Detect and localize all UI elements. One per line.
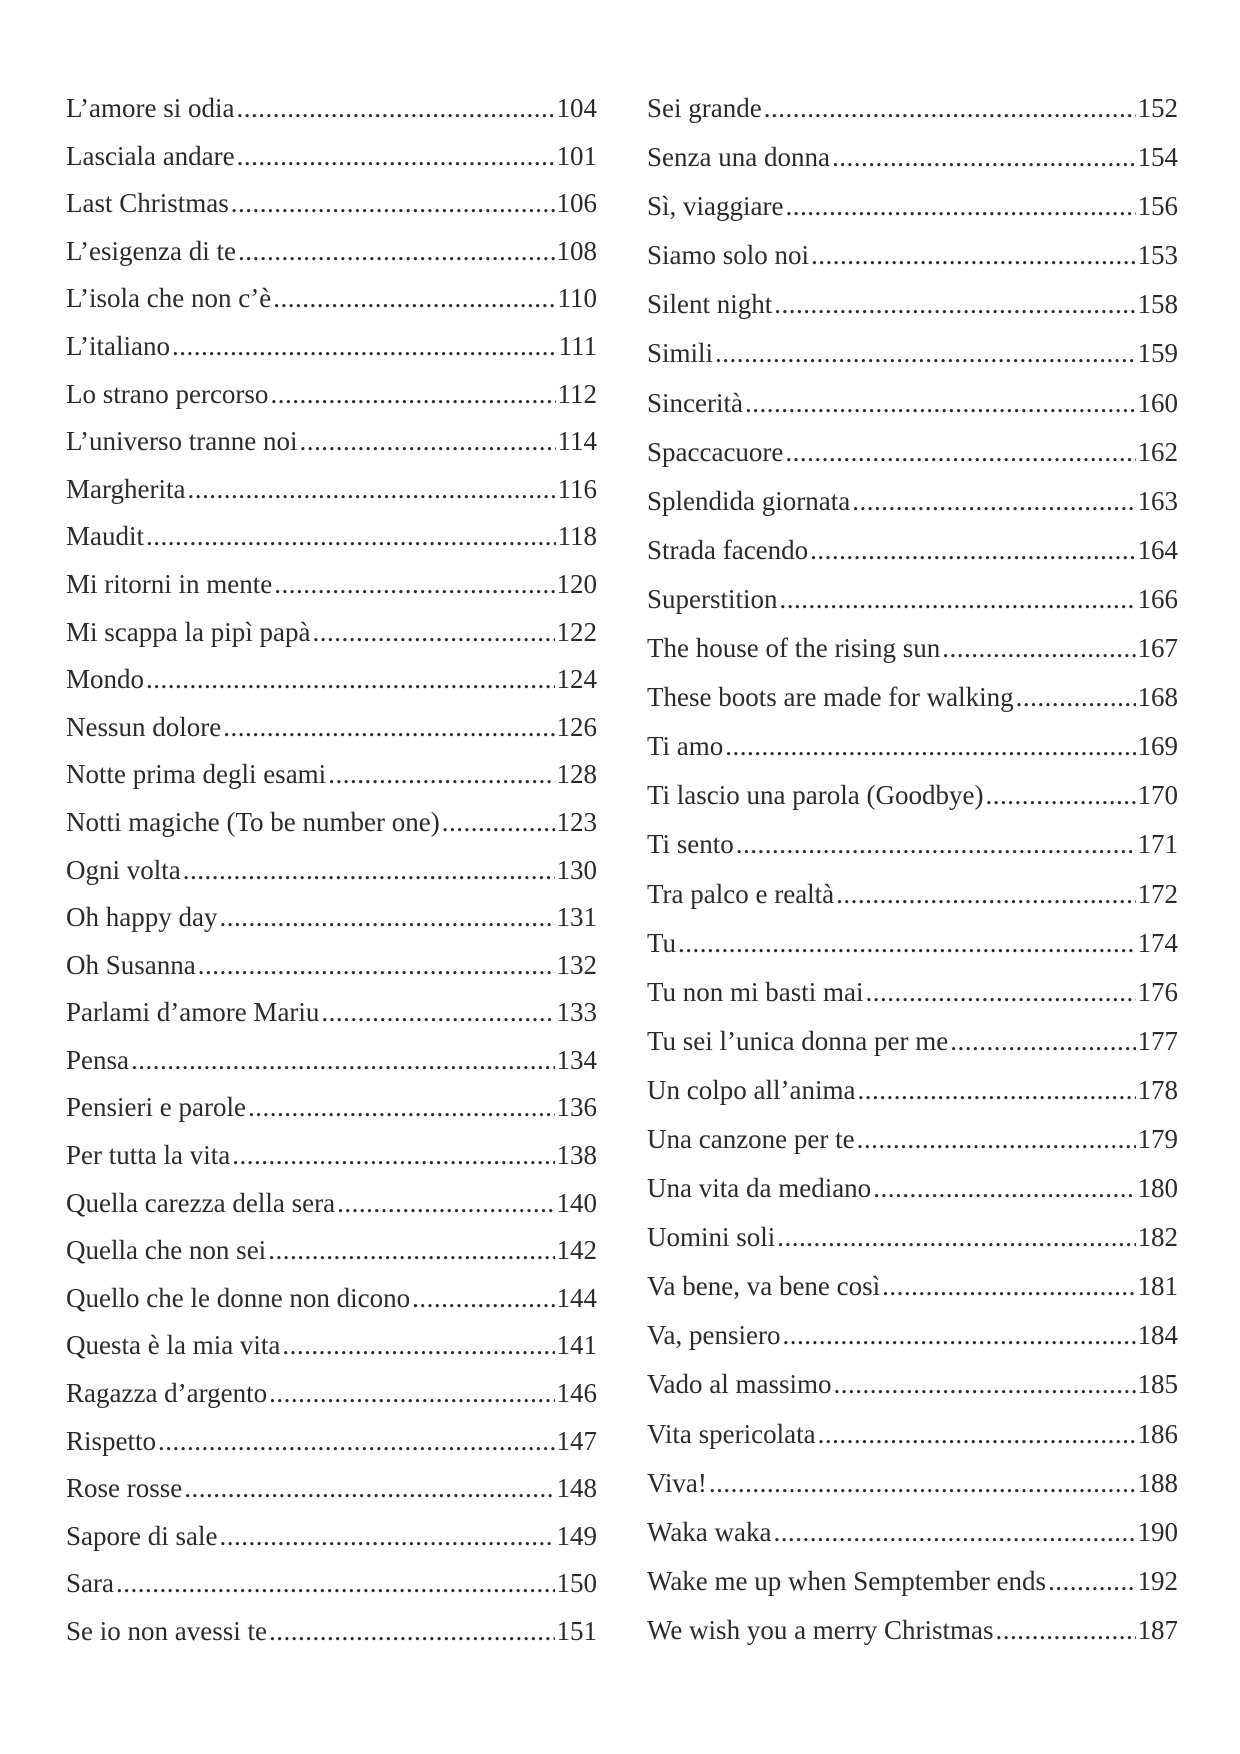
- toc-entry-page: 162: [1137, 436, 1178, 467]
- toc-entry-page: 174: [1137, 927, 1178, 958]
- toc-entry-title: Pensa: [66, 1044, 129, 1075]
- toc-entry-title: Spaccacuore: [647, 436, 784, 467]
- dot-leader: [219, 897, 554, 937]
- toc-entry: [647, 775, 1178, 824]
- dot-leader: [833, 1364, 1135, 1404]
- toc-entry-title: Quella carezza della sera: [66, 1187, 336, 1218]
- toc-entry-title: Tra palco e realtà: [647, 878, 835, 909]
- toc-entry: [647, 874, 1178, 923]
- dot-leader: [873, 1168, 1135, 1208]
- toc-entry: [66, 1040, 597, 1088]
- toc-entry-title: Tu: [647, 927, 677, 958]
- toc-entry-page: 150: [556, 1568, 597, 1599]
- toc-entry-page: 136: [556, 1092, 597, 1123]
- toc-entry-page: 108: [556, 235, 597, 266]
- dot-leader: [248, 1087, 555, 1127]
- toc-entry: [66, 326, 597, 374]
- toc-entry-page: 124: [556, 664, 597, 695]
- toc-entry-title: These boots are made for walking: [647, 682, 1014, 713]
- toc-entry-page: 114: [557, 426, 597, 457]
- toc-entry: [66, 1421, 597, 1469]
- toc-entry: [66, 231, 597, 279]
- dot-leader: [950, 1021, 1135, 1061]
- toc-entry-page: 159: [1137, 338, 1178, 369]
- dot-leader: [268, 1230, 554, 1270]
- toc-entry: [647, 628, 1178, 677]
- dot-leader: [777, 1217, 1135, 1257]
- toc-entry-title: Wake me up when Semptember ends: [647, 1565, 1046, 1596]
- toc-entry-page: 185: [1137, 1369, 1178, 1400]
- toc-entry: [647, 383, 1178, 432]
- toc-entry-title: Rose rosse: [66, 1473, 183, 1504]
- toc-entry-title: Lasciala andare: [66, 140, 235, 171]
- dot-leader: [836, 874, 1135, 914]
- toc-entry: [647, 1315, 1178, 1364]
- toc-entry-title: Sincerità: [647, 387, 743, 418]
- toc-entry: [647, 726, 1178, 775]
- toc-entry-title: Vita spericolata: [647, 1418, 816, 1449]
- toc-entry: [66, 1468, 597, 1516]
- dot-leader: [1016, 677, 1136, 717]
- toc-entry: [647, 1266, 1178, 1315]
- toc-entry-title: Parlami d’amore Mariu: [66, 997, 320, 1028]
- toc-entry: [66, 1183, 597, 1231]
- dot-leader: [236, 88, 554, 128]
- toc-entry-title: Superstition: [647, 583, 778, 614]
- dot-leader: [282, 1325, 554, 1365]
- toc-entry-title: Quello che le donne non dicono: [66, 1282, 411, 1313]
- toc-entry: [647, 1119, 1178, 1168]
- toc-entry: [647, 1070, 1178, 1119]
- dot-leader: [442, 802, 555, 842]
- dot-leader: [158, 1421, 554, 1461]
- toc-entry-page: 188: [1137, 1467, 1178, 1498]
- toc-entry-page: 132: [556, 949, 597, 980]
- toc-entry: [647, 1021, 1178, 1070]
- dot-leader: [832, 137, 1136, 177]
- toc-entry-page: 151: [556, 1616, 597, 1646]
- toc-entry: [66, 278, 597, 326]
- toc-entry-page: 158: [1137, 289, 1178, 320]
- dot-leader: [183, 850, 555, 890]
- toc-entry: [66, 802, 597, 850]
- toc-entry-title: Ti amo: [647, 731, 724, 762]
- toc-entry-page: 187: [1137, 1614, 1178, 1645]
- toc-entry: [66, 1611, 597, 1659]
- toc-entry: [66, 421, 597, 469]
- toc-entry-page: 169: [1137, 731, 1178, 762]
- toc-entry-page: 190: [1137, 1516, 1178, 1547]
- toc-entry-title: L’italiano: [66, 330, 170, 361]
- toc-entry-page: 192: [1137, 1565, 1178, 1596]
- toc-entry-page: 101: [556, 140, 597, 171]
- toc-entry: [66, 897, 597, 945]
- toc-entry-title: Tu sei l’unica donna per me: [647, 1025, 949, 1056]
- dot-leader: [785, 432, 1135, 472]
- toc-entry: [647, 972, 1178, 1021]
- toc-entry: [66, 992, 597, 1040]
- dot-leader: [198, 945, 555, 985]
- toc-entry: [66, 1135, 597, 1183]
- toc-entry-title: Va bene, va bene così: [647, 1271, 881, 1302]
- toc-entry-page: 104: [556, 93, 597, 123]
- dot-leader: [780, 579, 1136, 619]
- dot-leader: [172, 326, 557, 366]
- toc-entry-title: Questa è la mia vita: [66, 1330, 281, 1361]
- dot-leader: [709, 1463, 1136, 1503]
- toc-entry-title: Sara: [66, 1568, 114, 1599]
- toc-entry-title: Waka waka: [647, 1516, 772, 1547]
- dot-leader: [857, 1070, 1135, 1110]
- dot-leader: [1048, 1561, 1136, 1601]
- dot-leader: [725, 726, 1135, 766]
- toc-entry-page: 123: [556, 806, 597, 837]
- toc-entry-page: 116: [557, 473, 597, 504]
- toc-entry-title: We wish you a merry Christmas: [647, 1614, 994, 1645]
- toc-entry-title: Notte prima degli esami: [66, 759, 327, 790]
- dot-leader: [818, 1414, 1136, 1454]
- toc-entry-title: Simili: [647, 338, 714, 369]
- toc-entry-title: Nessun dolore: [66, 711, 222, 742]
- toc-entry: [66, 1087, 597, 1135]
- dot-leader: [857, 1119, 1136, 1159]
- toc-entry-title: L’isola che non c’è: [66, 283, 272, 314]
- toc-entry-title: Mi scappa la pipì papà: [66, 616, 311, 647]
- dot-leader: [269, 1373, 554, 1413]
- toc-entry: [66, 1325, 597, 1373]
- dot-leader: [678, 923, 1135, 963]
- toc-entry-page: 166: [1137, 583, 1178, 614]
- toc-entry-page: 176: [1137, 976, 1178, 1007]
- toc-entry: [647, 481, 1178, 530]
- toc-entry: [647, 923, 1178, 972]
- dot-leader: [273, 278, 555, 318]
- dot-leader: [715, 333, 1135, 373]
- dot-leader: [238, 231, 555, 271]
- toc-entry-page: 177: [1137, 1025, 1178, 1056]
- dot-leader: [774, 284, 1135, 324]
- toc-entry: [647, 284, 1178, 333]
- toc-entry-page: 126: [556, 711, 597, 742]
- dot-leader: [269, 1611, 555, 1651]
- toc-entry: [66, 1230, 597, 1278]
- toc-entry: [647, 824, 1178, 873]
- toc-entry: [66, 754, 597, 802]
- dot-leader: [187, 469, 555, 509]
- dot-leader: [232, 1135, 554, 1175]
- toc-entry-page: 170: [1137, 780, 1178, 811]
- toc-entry-page: 130: [556, 854, 597, 885]
- toc-entry-page: 160: [1137, 387, 1178, 418]
- toc-entry-title: Maudit: [66, 521, 144, 552]
- toc-entry: [647, 333, 1178, 382]
- toc-entry-page: 178: [1137, 1074, 1178, 1105]
- toc-entry: [647, 677, 1178, 726]
- toc-entry: [647, 186, 1178, 235]
- toc-entry-title: Una canzone per te: [647, 1123, 855, 1154]
- toc-entry-title: Pensieri e parole: [66, 1092, 246, 1123]
- toc-entry: [647, 1610, 1178, 1659]
- toc-entry-title: Per tutta la vita: [66, 1140, 231, 1171]
- toc-entry-title: Ti sento: [647, 829, 734, 860]
- toc-entry-page: 133: [556, 997, 597, 1028]
- dot-leader: [810, 530, 1135, 570]
- toc-entry: [66, 707, 597, 755]
- toc-entry-title: Ragazza d’argento: [66, 1378, 268, 1409]
- toc-entry-title: L’amore si odia: [66, 93, 235, 123]
- dot-leader: [223, 707, 554, 747]
- toc-entry-page: 167: [1137, 633, 1178, 664]
- toc-entry-page: 168: [1137, 682, 1178, 713]
- toc-entry-title: Rispetto: [66, 1425, 157, 1456]
- toc-entry: [647, 432, 1178, 481]
- toc-entry: [647, 1414, 1178, 1463]
- dot-leader: [764, 88, 1136, 128]
- toc-entry: [66, 1278, 597, 1326]
- dot-leader: [882, 1266, 1135, 1306]
- toc-entry: [647, 1561, 1178, 1610]
- toc-entry-title: Tu non mi basti mai: [647, 976, 864, 1007]
- toc-entry-page: 146: [556, 1378, 597, 1409]
- toc-entry-page: 156: [1137, 191, 1178, 222]
- dot-leader: [270, 374, 555, 414]
- toc-entry-page: 171: [1137, 829, 1178, 860]
- dot-leader: [321, 992, 554, 1032]
- toc-entry-title: Se io non avessi te: [66, 1616, 267, 1646]
- toc-entry-page: 138: [556, 1140, 597, 1171]
- toc-entry-title: Vado al massimo: [647, 1369, 832, 1400]
- dot-leader: [299, 421, 555, 461]
- toc-entry: [66, 183, 597, 231]
- dot-leader: [312, 612, 554, 652]
- toc-entry-page: 163: [1137, 485, 1178, 516]
- toc-entry-page: 182: [1137, 1222, 1178, 1253]
- toc-entry-page: 122: [556, 616, 597, 647]
- toc-entry: [66, 516, 597, 564]
- toc-entry: [66, 564, 597, 612]
- toc-entry-title: Oh Susanna: [66, 949, 196, 980]
- toc-entry: [647, 530, 1178, 579]
- toc-entry: [66, 945, 597, 993]
- dot-leader: [328, 754, 554, 794]
- dot-leader: [184, 1468, 554, 1508]
- dot-leader: [237, 136, 555, 176]
- dot-leader: [866, 972, 1136, 1012]
- dot-leader: [852, 481, 1135, 521]
- toc-entry-page: 140: [556, 1187, 597, 1218]
- toc-entry-page: 179: [1137, 1123, 1178, 1154]
- toc-entry-title: Uomini soli: [647, 1222, 776, 1253]
- dot-leader: [811, 235, 1135, 275]
- toc-entry: [647, 1168, 1178, 1217]
- toc-entry-title: Last Christmas: [66, 188, 229, 219]
- toc-entry-title: Sei grande: [647, 93, 762, 123]
- toc-entry-title: Ogni volta: [66, 854, 181, 885]
- toc-entry-page: 118: [557, 521, 597, 552]
- toc-entry-title: Strada facendo: [647, 534, 809, 565]
- toc-entry-title: Sapore di sale: [66, 1520, 218, 1551]
- dot-leader: [785, 186, 1135, 226]
- toc-entry: [66, 850, 597, 898]
- toc-entry-title: Oh happy day: [66, 902, 218, 933]
- toc-entry: [66, 1373, 597, 1421]
- toc-entry-page: 120: [556, 568, 597, 599]
- toc-entry-page: 141: [556, 1330, 597, 1361]
- toc-entry: [66, 374, 597, 422]
- toc-column-right: [647, 88, 1178, 1659]
- toc-entry-title: The house of the rising sun: [647, 633, 941, 664]
- toc-entry-page: 144: [556, 1282, 597, 1313]
- toc-entry-page: 112: [557, 378, 597, 409]
- toc-entry-title: Siamo solo noi: [647, 240, 810, 271]
- toc-entry: [647, 235, 1178, 284]
- toc-entry: [647, 1463, 1178, 1512]
- toc-entry-title: Mondo: [66, 664, 145, 695]
- toc-entry-page: 142: [556, 1235, 597, 1266]
- toc-entry: [66, 88, 597, 136]
- dot-leader: [942, 628, 1135, 668]
- toc-entry-title: Splendida giornata: [647, 485, 851, 516]
- toc-entry-title: Un colpo all’anima: [647, 1074, 856, 1105]
- dot-leader: [774, 1512, 1136, 1552]
- dot-leader: [131, 1040, 555, 1080]
- toc-entry-page: 128: [556, 759, 597, 790]
- toc-entry-page: 186: [1137, 1418, 1178, 1449]
- toc-entry-title: Senza una donna: [647, 142, 830, 173]
- toc-entry-page: 154: [1137, 142, 1178, 173]
- dot-leader: [146, 659, 554, 699]
- dot-leader: [116, 1563, 555, 1603]
- toc-entry: [647, 1217, 1178, 1266]
- toc-entry-page: 184: [1137, 1320, 1178, 1351]
- toc-entry: [66, 136, 597, 184]
- toc-entry-page: 148: [556, 1473, 597, 1504]
- dot-leader: [985, 775, 1135, 815]
- toc-entry-page: 180: [1137, 1173, 1178, 1204]
- toc-entry-page: 134: [556, 1044, 597, 1075]
- toc-entry-title: Lo strano percorso: [66, 378, 269, 409]
- toc-entry: [66, 469, 597, 517]
- toc-entry-page: 164: [1137, 534, 1178, 565]
- toc-entry-title: L’universo tranne noi: [66, 426, 298, 457]
- toc-entry-title: L’esigenza di te: [66, 235, 236, 266]
- toc-entry-title: Una vita da mediano: [647, 1173, 872, 1204]
- toc-entry-page: 172: [1137, 878, 1178, 909]
- toc-entry: [647, 1512, 1178, 1561]
- toc-entry: [647, 579, 1178, 628]
- toc-entry-title: Margherita: [66, 473, 186, 504]
- toc-entry-page: 149: [556, 1520, 597, 1551]
- toc-entry: [647, 1364, 1178, 1413]
- toc-entry: [66, 612, 597, 660]
- dot-leader: [736, 824, 1136, 864]
- toc-entry-page: 181: [1137, 1271, 1178, 1302]
- toc-entry-page: 147: [556, 1425, 597, 1456]
- dot-leader: [337, 1183, 554, 1223]
- toc-entry-title: Notti magiche (To be number one): [66, 806, 440, 837]
- toc-entry-page: 153: [1137, 240, 1178, 271]
- dot-leader: [219, 1516, 554, 1556]
- dot-leader: [996, 1610, 1136, 1650]
- toc-column-left: [66, 88, 597, 1659]
- toc-entry: [66, 1563, 597, 1611]
- dot-leader: [231, 183, 555, 223]
- dot-leader: [412, 1278, 554, 1318]
- toc-entry: [66, 659, 597, 707]
- toc-entry-title: Mi ritorni in mente: [66, 568, 273, 599]
- toc-entry-title: Viva!: [647, 1467, 707, 1498]
- toc-entry-title: Sì, viaggiare: [647, 191, 784, 222]
- dot-leader: [745, 383, 1136, 423]
- toc-entry: [66, 1516, 597, 1564]
- toc-entry-title: Va, pensiero: [647, 1320, 781, 1351]
- toc-entry-page: 131: [556, 902, 597, 933]
- toc-entry-page: 110: [557, 283, 597, 314]
- toc-entry: [647, 88, 1178, 137]
- dot-leader: [782, 1315, 1135, 1355]
- toc-entry-title: Silent night: [647, 289, 773, 320]
- toc-entry-title: Ti lascio una parola (Goodbye): [647, 780, 984, 811]
- toc-entry: [647, 137, 1178, 186]
- toc-entry-title: Quella che non sei: [66, 1235, 267, 1266]
- toc-entry-page: 111: [558, 330, 597, 361]
- dot-leader: [274, 564, 554, 604]
- toc-entry-page: 152: [1137, 93, 1178, 123]
- toc-entry-page: 106: [556, 188, 597, 219]
- dot-leader: [146, 516, 556, 556]
